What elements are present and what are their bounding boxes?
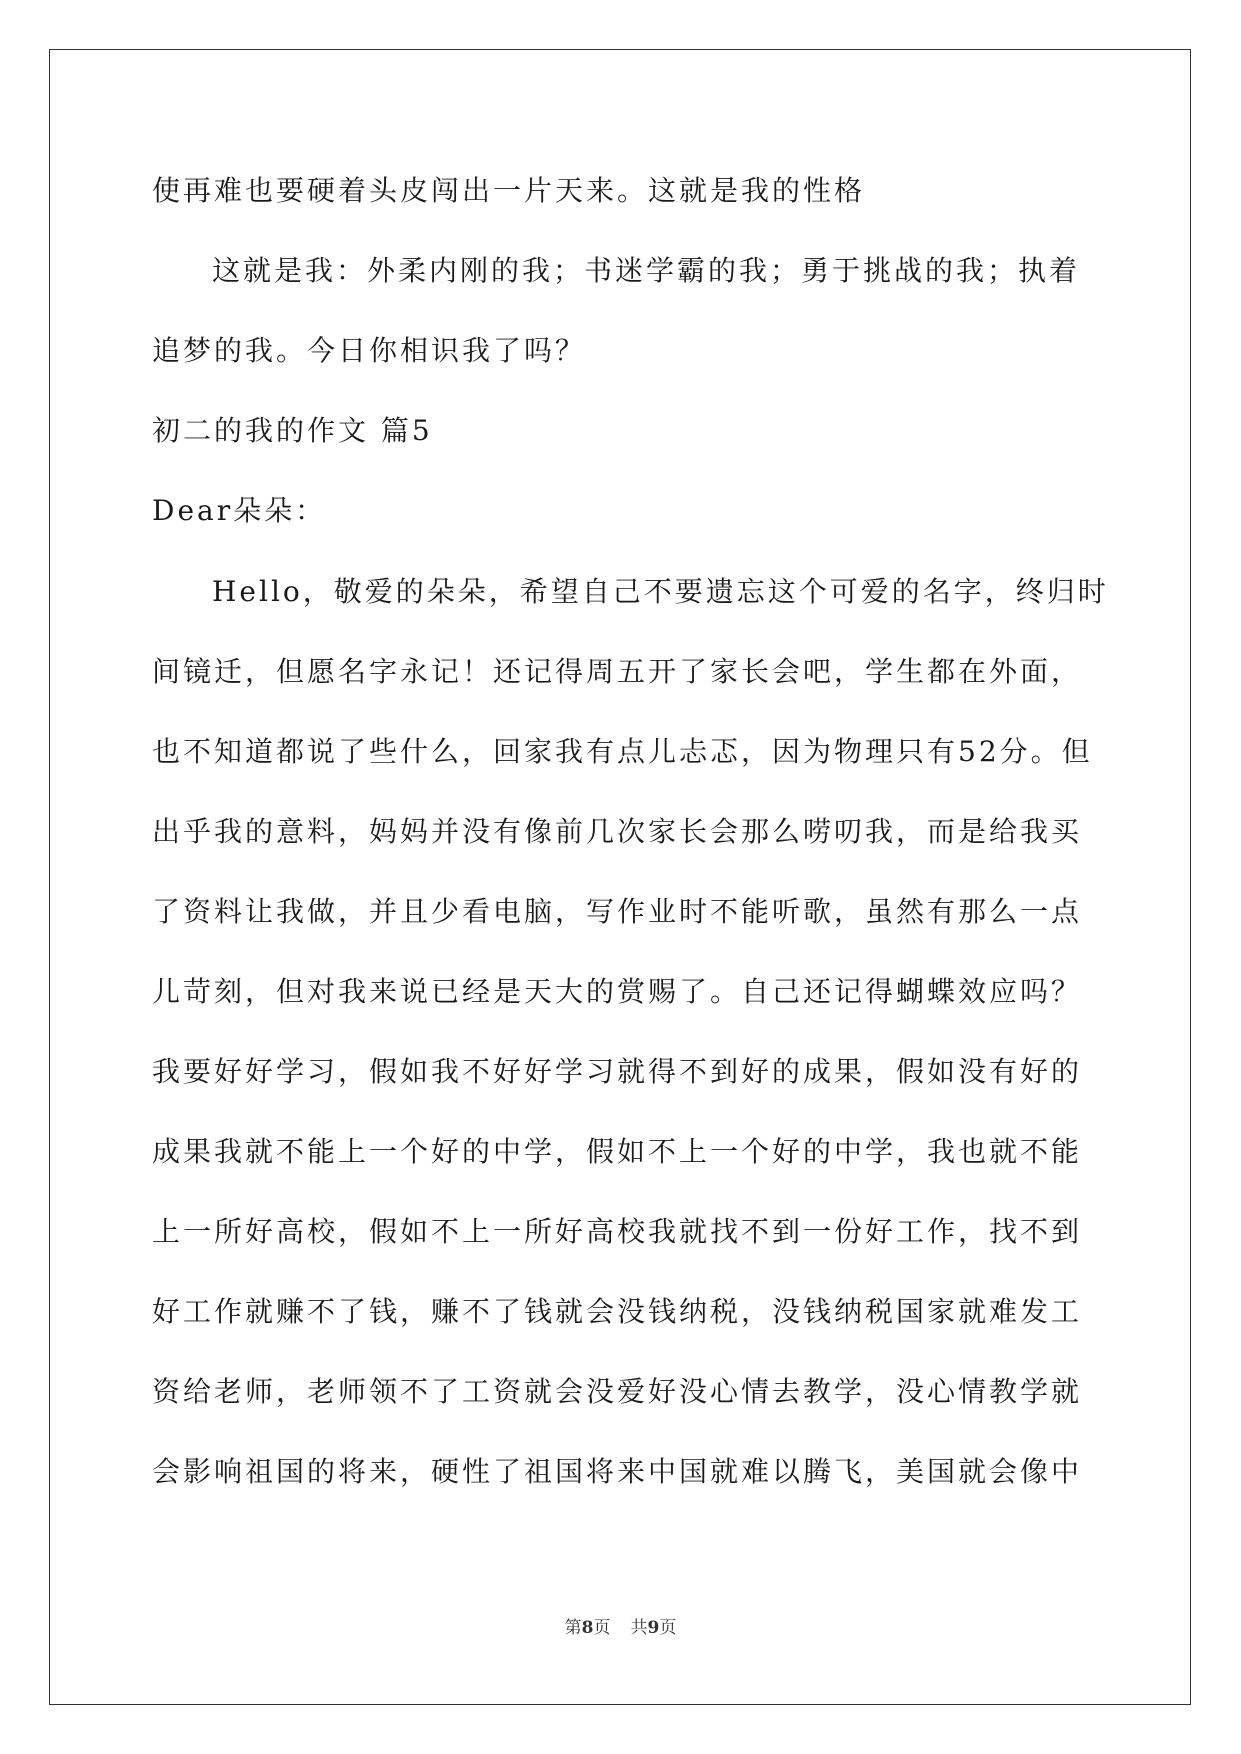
footer-prefix: 第	[564, 1618, 582, 1638]
text-line: 儿苛刻，但对我来说已经是天大的赏赐了。自己还记得蝴蝶效应吗？	[152, 975, 1083, 1008]
footer-total-prefix: 共	[630, 1618, 648, 1638]
text-line: 间镜迁，但愿名字永记！还记得周五开了家长会吧，学生都在外面，	[152, 655, 1083, 688]
text-line: 出乎我的意料，妈妈并没有像前几次家长会那么唠叨我，而是给我买	[152, 815, 1083, 848]
text-line: 好工作就赚不了钱，赚不了钱就会没钱纳税，没钱纳税国家就难发工	[152, 1295, 1083, 1328]
text-line: 这就是我：外柔内刚的我；书迷学霸的我；勇于挑战的我；执着	[212, 254, 1081, 287]
text-line: 成果我就不能上一个好的中学，假如不上一个好的中学，我也就不能	[152, 1135, 1083, 1168]
salutation: Dear朵朵：	[152, 494, 327, 527]
text-line: 会影响祖国的将来，硬性了祖国将来中国就难以腾飞，美国就会像中	[152, 1455, 1083, 1488]
text-line: 追梦的我。今日你相识我了吗？	[152, 334, 587, 367]
text-line: Hello，敬爱的朵朵，希望自己不要遗忘这个可爱的名字，终归时	[212, 575, 1109, 608]
text-line: 资给老师，老师领不了工资就会没爱好没心情去教学，没心情教学就	[152, 1375, 1083, 1408]
text-line: 也不知道都说了些什么，回家我有点儿忐忑，因为物理只有52分。但	[152, 735, 1093, 768]
footer-page-suffix: 页	[593, 1618, 611, 1638]
text-line: 了资料让我做，并且少看电脑，写作业时不能听歌，虽然有那么一点	[152, 895, 1083, 928]
current-page-number: 8	[581, 1618, 594, 1638]
text-line: 上一所好高校，假如不上一所好高校我就找不到一份好工作，找不到	[152, 1215, 1083, 1248]
text-line: 使再难也要硬着头皮闯出一片天来。这就是我的性格	[152, 174, 866, 207]
page-footer	[0, 1616, 1241, 1640]
text-line: 我要好好学习，假如我不好好学习就得不到好的成果，假如没有好的	[152, 1055, 1083, 1088]
footer-total-suffix: 页	[659, 1618, 677, 1638]
total-page-number: 9	[647, 1618, 660, 1638]
section-heading: 初二的我的作文 篇5	[152, 414, 433, 447]
